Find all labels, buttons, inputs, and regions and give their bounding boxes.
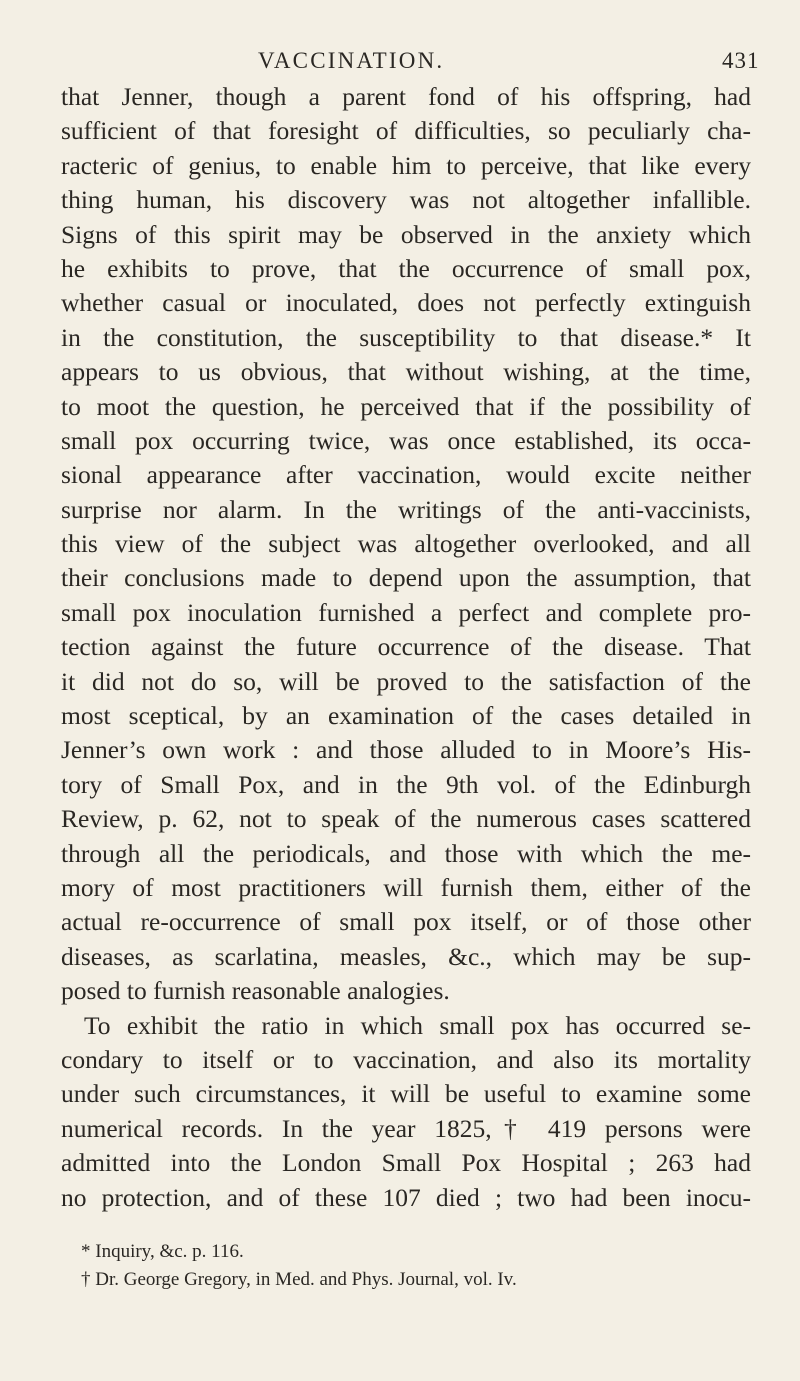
text-line: their conclusions made to depend upon the assumption, that <box>61 563 751 593</box>
footnotes <box>81 1238 751 1294</box>
text-line: small pox inoculation furnished a perfect and complete pro- <box>61 597 751 627</box>
text-line: tection against the future occurrence of the disease. That <box>61 632 751 662</box>
running-header <box>0 48 800 78</box>
text-line: to moot the question, he perceived that if the possibility of <box>61 391 751 421</box>
text-line: mory of most practitioners will furnish them, either of the <box>61 872 751 902</box>
text-line: whether casual or inoculated, does not perfectly extinguish <box>61 288 751 318</box>
text-line: Signs of this spirit may be observed in the anxiety which <box>61 219 751 249</box>
footnote: † Dr. George Gregory, in Med. and Phys. Journal, vol. Iv. <box>81 1269 517 1290</box>
text-line: small pox occurring twice, was once established, its occa- <box>61 425 751 455</box>
text-line: that Jenner, though a parent fond of his offspring, had <box>61 82 751 111</box>
text-line: Jenner’s own work : and those alluded to in Moore’s His- <box>61 735 751 765</box>
page-number: 431 <box>722 48 760 73</box>
text-line: posed to furnish reasonable analogies. <box>61 976 450 1006</box>
text-line: sufficient of that foresight of difficulties, so peculiarly cha- <box>61 116 751 146</box>
text-line: thing human, his discovery was not altogether infallible. <box>61 185 751 215</box>
text-line: no protection, and of these 107 died ; two had been inocu- <box>61 1182 751 1212</box>
text-line: Review, p. 62, not to speak of the numerous cases scattered <box>61 804 751 834</box>
text-line: diseases, as scarlatina, measles, &c., which may be sup- <box>61 941 751 971</box>
text-line: condary to itself or to vaccination, and also its mortality <box>61 1044 751 1074</box>
footnote: * Inquiry, &c. p. 116. <box>81 1241 244 1262</box>
text-line: racteric of genius, to enable him to perceive, that like every <box>61 150 751 180</box>
text-line: appears to us obvious, that without wishing, at the time, <box>61 357 751 387</box>
text-line: through all the periodicals, and those with which the me- <box>61 838 751 868</box>
text-line: numerical records. In the year 1825,† 419 persons were <box>61 1113 751 1143</box>
text-line: this view of the subject was altogether overlooked, and all <box>61 529 751 559</box>
text-line: admitted into the London Small Pox Hospital ; 263 had <box>61 1148 751 1178</box>
body-text <box>61 80 751 1215</box>
text-line: it did not do so, will be proved to the satisfaction of the <box>61 666 751 696</box>
text-line: actual re-occurrence of small pox itself, or of those other <box>61 907 751 937</box>
text-line: To exhibit the ratio in which small pox has occurred se- <box>84 1010 751 1040</box>
text-line: tory of Small Pox, and in the 9th vol. of the Edinburgh <box>61 769 751 799</box>
text-line: most sceptical, by an examination of the cases detailed in <box>61 701 751 731</box>
text-line: surprise nor alarm. In the writings of the anti-vaccinists, <box>61 494 751 524</box>
text-line: sional appearance after vaccination, would excite neither <box>61 460 751 490</box>
text-line: under such circumstances, it will be useful to examine some <box>61 1079 751 1109</box>
text-line: in the constitution, the susceptibility to that disease.* It <box>61 322 751 352</box>
text-line: he exhibits to prove, that the occurrence of small pox, <box>61 253 751 283</box>
running-title: VACCINATION. <box>258 48 445 73</box>
